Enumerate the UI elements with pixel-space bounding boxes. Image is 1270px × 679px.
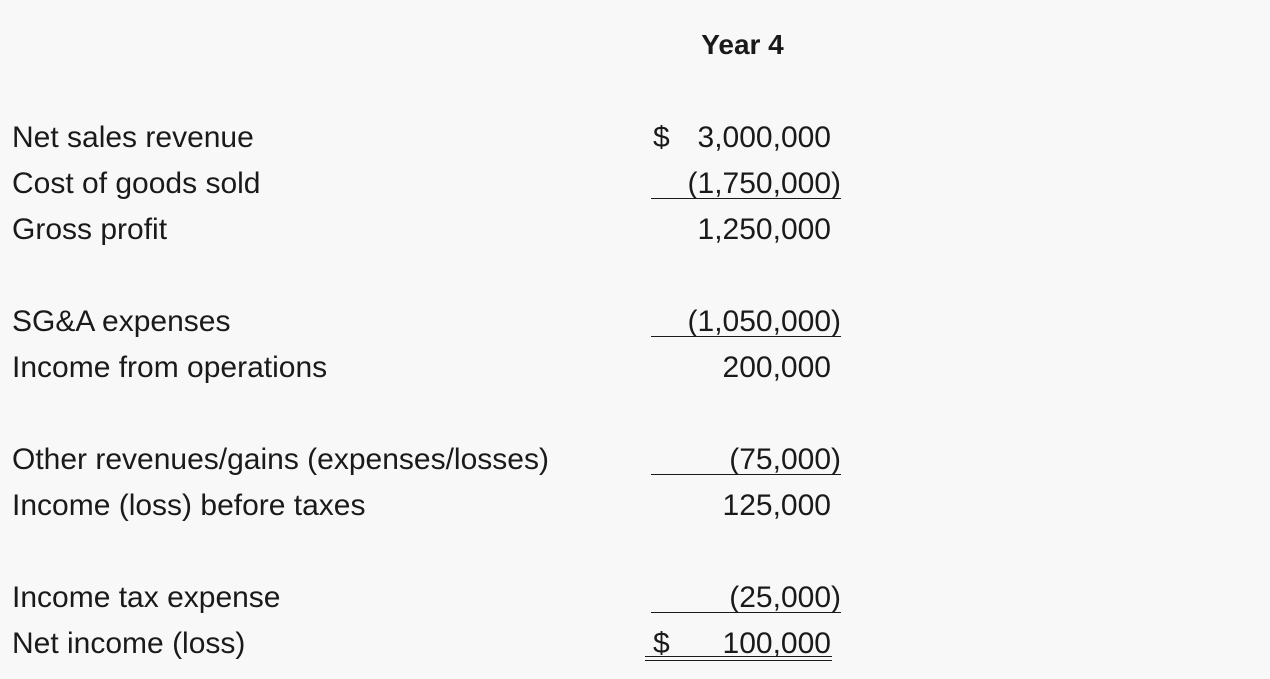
row-label-net-sales: Net sales revenue xyxy=(12,121,254,154)
row-value-sga: (1,050,000) xyxy=(687,305,841,338)
row-value-gross-profit: 1,250,000 xyxy=(697,213,831,246)
row-label-net-income: Net income (loss) xyxy=(12,627,246,660)
column-header-year: Year 4 xyxy=(701,29,784,60)
subtotal-underline xyxy=(651,198,841,199)
row-value-cogs: (1,750,000) xyxy=(687,167,841,200)
row-label-income-operations: Income from operations xyxy=(12,351,328,384)
row-label-income-before-taxes: Income (loss) before taxes xyxy=(12,489,366,522)
subtotal-underline xyxy=(651,474,841,475)
total-double-underline xyxy=(645,656,832,661)
currency-symbol: $ xyxy=(653,627,670,660)
row-label-other-revenues: Other revenues/gains (expenses/losses) xyxy=(12,443,549,476)
row-label-gross-profit: Gross profit xyxy=(12,213,168,246)
subtotal-underline xyxy=(651,612,841,613)
row-value-income-before-taxes: 125,000 xyxy=(722,489,831,522)
row-value-net-sales: 3,000,000 xyxy=(697,121,831,154)
subtotal-underline xyxy=(651,336,841,337)
row-label-cogs: Cost of goods sold xyxy=(12,167,261,200)
row-value-other-revenues: (75,000) xyxy=(729,443,841,476)
currency-symbol: $ xyxy=(653,121,670,154)
row-value-net-income: 100,000 xyxy=(722,627,831,660)
row-label-income-tax: Income tax expense xyxy=(12,581,281,614)
row-value-income-tax: (25,000) xyxy=(729,581,841,614)
row-value-income-operations: 200,000 xyxy=(722,351,831,384)
row-label-sga: SG&A expenses xyxy=(12,305,231,338)
